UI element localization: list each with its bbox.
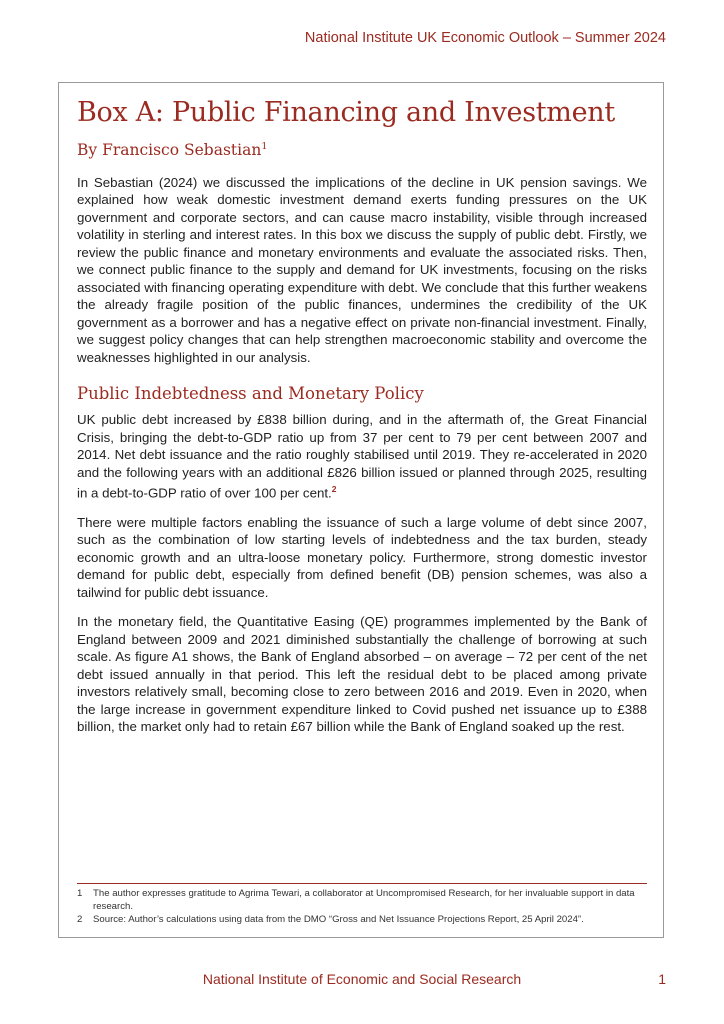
footnote-ref-2[interactable]: 2 [331, 484, 337, 495]
author-line [77, 141, 647, 159]
paragraph-debt-increase [77, 411, 647, 502]
box-content [77, 97, 647, 748]
page-number: 1 [658, 971, 666, 987]
author-footnote-ref[interactable]: 1 [261, 141, 268, 153]
footnote-item [77, 888, 647, 913]
section-heading: Public Indebtedness and Monetary Policy [77, 384, 424, 404]
footnote-item [77, 914, 647, 927]
intro-paragraph: In Sebastian (2024) we discussed the implications of the decline in UK pension savings. We explained how weak domestic investment demand exerts funding pressures on the UK government and corporate sectors, and can cause macro instability, visible through increased volatility in sterling and interest rates. In this box we discuss the supply of public debt. Firstly, we review the public finance and monetary environments and evaluate the associated risks. Then, we connect public finance to the supply and demand for UK investments, focusing on the risks associated with financing operating expenditure with debt. We conclude that this further weakens the already fragile position of the public finances, undermines the credibility of the UK government as a borrower and has a negative effect on private non-financial investment. Finally, we suggest policy changes that can help strengthen macroeconomic stability and overcome the weaknesses highlighted in our analysis. [77, 174, 647, 365]
footnote-number: 2 [77, 914, 83, 925]
paragraph-monetary-field: In the monetary field, the Quantitative Easing (QE) programmes implemented by the Bank of England between 2009 and 2021 diminished substantially the challenge of borrowing at such scale. As figure A1 shows, the Bank of England absorbed – on average – 72 per cent of the net debt issued annually in that period. This left the residual debt to be placed among private investors relatively small, becoming close to zero between 2016 and 2019. Even in 2020, when the large increase in government expenditure linked to Covid pushed net issuance up to £388 billion, the market only had to retain £67 billion while the Bank of England soaked up the rest. [77, 614, 647, 735]
author-name: By Francisco Sebastian [77, 141, 262, 160]
footnote-text: Source: Author’s calculations using data from the DMO “Gross and Net Issuance Projections Report, 25 April 2024”. [93, 914, 584, 925]
footnotes [77, 883, 647, 928]
box-title: Box A: Public Financing and Investment [77, 97, 615, 128]
paragraph-enabling-factors: There were multiple factors enabling the issuance of such a large volume of debt since 2007, such as the combination of low starting levels of indebtedness and the tax burden, steady economic growth and an ultra-loose monetary policy. Furthermore, strong domestic investor demand for public debt, especially from defined benefit (DB) pension schemes, was also a tailwind for public debt issuance. [77, 514, 647, 600]
box-a-panel [58, 82, 664, 938]
running-header: National Institute UK Economic Outlook – Summer 2024 [304, 30, 666, 46]
footnote-text: The author expresses gratitude to Agrima Tewari, a collaborator at Uncompromised Research, for her invaluable support in data research. [93, 888, 635, 912]
running-footer: National Institute of Economic and Social Research [202, 971, 522, 987]
paragraph-debt-increase-text: UK public debt increased by £838 billion during, and in the aftermath of, the Great Financial Crisis, bringing the debt-to-GDP ratio up from 37 per cent to 79 per cent between 2007 and 2014. Net debt issuance and the ratio roughly stabilised until 2019. They re-accelerated in 2020 and the following years with an additional £826 billion issued or planned through 2025, resulting in a debt-to-GDP ratio of over 100 per cent. [77, 412, 647, 501]
footnote-number: 1 [77, 888, 83, 899]
